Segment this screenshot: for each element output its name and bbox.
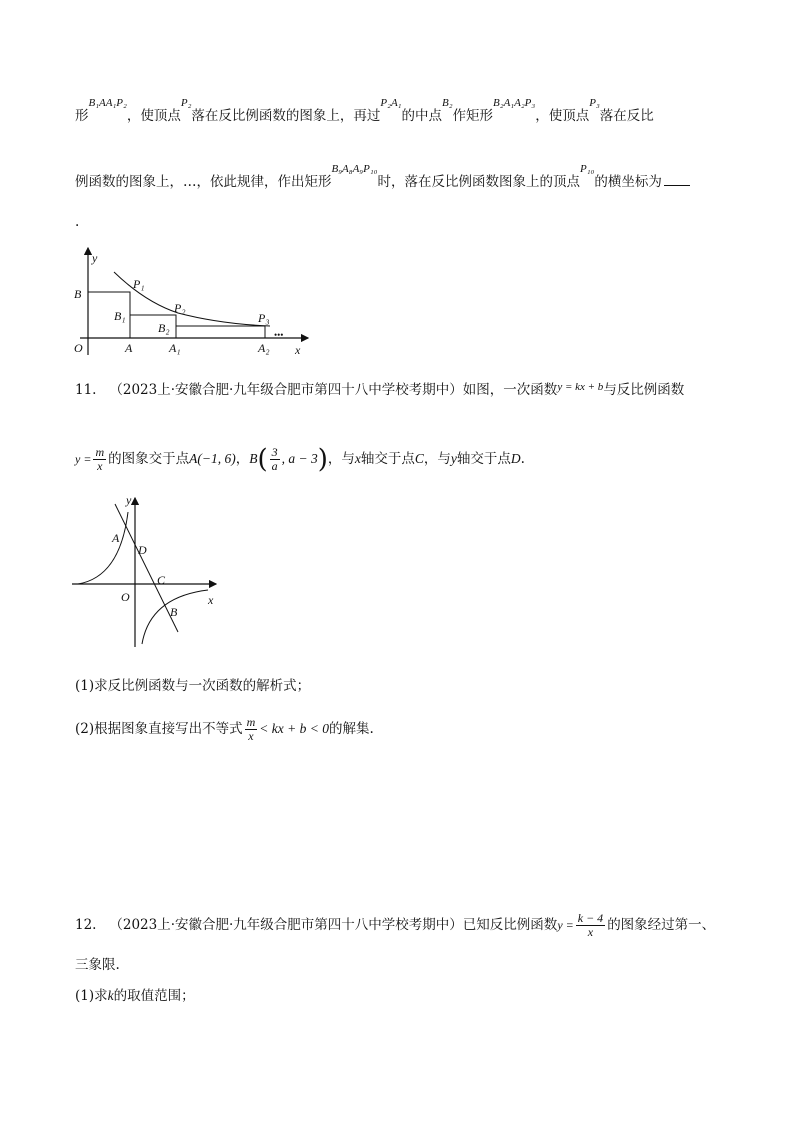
- label-A1: A₁: [169, 341, 181, 355]
- q10-line1: 形$^{B_1AA_1P_2}$，使顶点$^{P_2}$落在反比例函数的图象上，再过$^{P_2A_1}$的中点$^{B_2}$作矩形$^{B_2A_1A_2P_3}$，使顶点$^{P_3}$落在反比: [75, 97, 654, 124]
- label-P2: P₂: [174, 301, 186, 315]
- fraction-m-over-x: $\frac{m}{x}$: [95, 445, 105, 473]
- rect-B2A2P3: [176, 326, 265, 338]
- q12-sub1: (1)求k的取值范围；: [75, 988, 195, 1004]
- label-C: C: [157, 573, 166, 587]
- label-P1: P₁: [133, 277, 145, 291]
- rect-label: B₁AA₁P₂: [88, 97, 127, 109]
- label-A: A: [125, 341, 133, 355]
- label-B: B: [74, 287, 82, 301]
- label-A: A: [112, 531, 120, 545]
- linear-function: [115, 504, 178, 632]
- label-O: O: [74, 341, 83, 355]
- q11-sub2: (2)根据图象直接写出不等式 $\frac{m}{x}$ < kx + b < 0的解集.: [75, 715, 374, 743]
- label-O: O: [121, 590, 130, 604]
- label-P3: P₃: [258, 311, 270, 325]
- q10-figure: [70, 240, 315, 365]
- answer-blank: [664, 173, 690, 186]
- q12-line2: 三象限.: [75, 957, 120, 973]
- label-dots: •••: [274, 330, 284, 340]
- q11-line1: 11. （2023上·安徽合肥·九年级合肥市第四十八中学校考期中）如图，一次函数$^{y = kx + b}$与反比例函数: [75, 381, 685, 398]
- label-B2: B₂: [158, 321, 170, 335]
- q11-figure: [70, 492, 230, 652]
- q11-sub1: (1)求反比例函数与一次函数的解析式；: [75, 678, 311, 694]
- q10-period: .: [75, 214, 80, 230]
- label-y: y: [126, 493, 132, 507]
- q11-line2: y = $\frac{m}{x}$ 的图象交于点A(−1, 6)，B( $\frac{3}{a}$ , a − 3)，与x轴交于点C，与y轴交于点D.: [75, 444, 525, 475]
- fraction-k-minus-4-over-x: $\frac{k - 4}{x}$: [577, 911, 604, 939]
- label-A2: A₂: [258, 341, 270, 355]
- fraction-m-over-x-ineq: $\frac{m}{x}$: [246, 715, 256, 743]
- label-D: D: [138, 543, 147, 557]
- label-B: B: [170, 605, 178, 619]
- hyperbola-branch-2: [78, 512, 128, 584]
- fraction-3-over-a: $\frac{3}{a}$: [271, 445, 278, 473]
- q10-line2: 例函数的图象上，…，依此规律，作出矩形$^{B_9A_8A_9P_{10}}$时，落在反比例函数图象上的顶点$^{P_{10}}$的横坐标为: [75, 172, 690, 193]
- label-y: y: [92, 251, 98, 265]
- label-x: x: [208, 593, 214, 607]
- label-B1: B₁: [114, 309, 126, 323]
- label-x: x: [295, 343, 301, 357]
- q12-line1: 12. （2023上·安徽合肥·九年级合肥市第四十八中学校考期中）已知反比例函数y = $\frac{k - 4}{x}$ 的图象经过第一、: [75, 911, 716, 939]
